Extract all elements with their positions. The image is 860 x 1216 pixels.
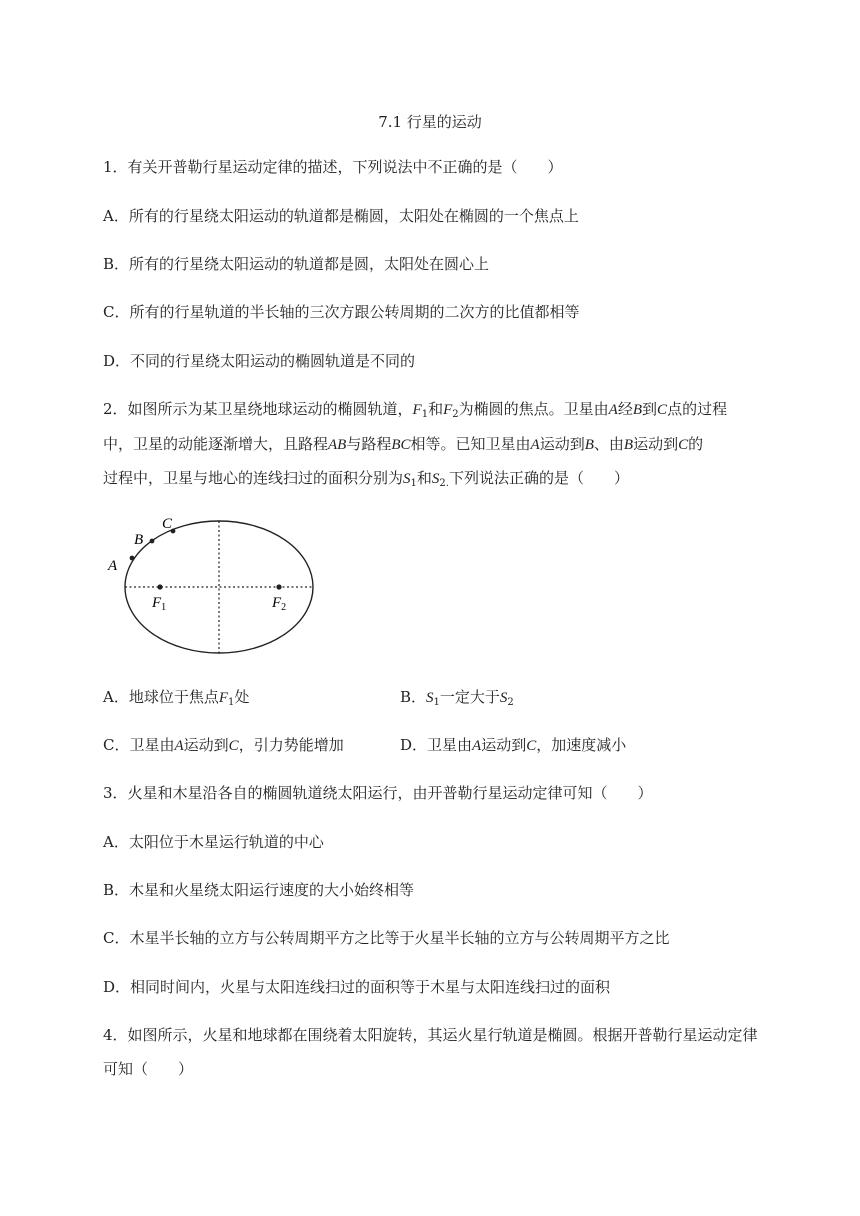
question-1-option-c: C．所有的行星轨道的半长轴的三次方跟公转周期的二次方的比值都相等 bbox=[103, 303, 580, 321]
question-4-stem-line-1: 4．如图所示，火星和地球都在围绕着太阳旋转，其运火星行轨道是椭圆。根据开普勒行星运动定律 bbox=[103, 1026, 758, 1044]
label-f1: $F_1$ bbox=[152, 595, 167, 613]
question-2-stem-line-3: 过程中，卫星与地心的连线扫过的面积分别为$S_1$和$S_{2.}$下列说法正确的是（ ） bbox=[103, 469, 629, 489]
question-2-stem-line-2: 中，卫星的动能逐渐增大，且路程AB与路程BC相等。已知卫星由A运动到B、由B运动到C的 bbox=[103, 435, 704, 453]
question-3-option-b: B．木星和火星绕太阳运行速度的大小始终相等 bbox=[103, 881, 415, 899]
question-4-stem-line-2: 可知（ ） bbox=[103, 1060, 194, 1078]
question-2-option-d: D．卫星由A运动到C，加速度减小 bbox=[400, 736, 627, 754]
orbit-diagram bbox=[100, 508, 325, 660]
question-1-option-a: A．所有的行星绕太阳运动的轨道都是椭圆，太阳处在椭圆的一个焦点上 bbox=[103, 207, 579, 225]
question-1-option-b: B．所有的行星绕太阳运动的轨道都是圆，太阳处在圆心上 bbox=[103, 255, 490, 273]
question-3-option-a: A．太阳位于木星运行轨道的中心 bbox=[103, 833, 324, 851]
question-1-option-d: D．不同的行星绕太阳运动的椭圆轨道是不同的 bbox=[103, 352, 416, 370]
question-2-option-c: C．卫星由A运动到C，引力势能增加 bbox=[103, 736, 344, 754]
question-2-stem-line-1: 2．如图所示为某卫星绕地球运动的椭圆轨道，$F_1$和$F_2$为椭圆的焦点。卫星由A经B到C点的过程 bbox=[103, 400, 728, 420]
focus-f1-dot bbox=[157, 584, 162, 589]
question-3-option-d: D．相同时间内，火星与太阳连线扫过的面积等于木星与太阳连线扫过的面积 bbox=[103, 978, 611, 996]
focus-f2-dot bbox=[276, 584, 281, 589]
question-3-stem: 3．火星和木星沿各自的椭圆轨道绕太阳运行，由开普勒行星运动定律可知（ ） bbox=[103, 784, 653, 802]
label-c: C bbox=[162, 516, 173, 532]
question-2-option-b: B．$S_1$一定大于$S_2$ bbox=[400, 688, 514, 708]
question-1-stem: 1．有关开普勒行星运动定律的描述，下列说法中不正确的是（ ） bbox=[103, 158, 563, 176]
point-a-dot bbox=[130, 556, 135, 561]
label-a: A bbox=[108, 558, 118, 574]
question-3-option-c: C．木星半长轴的立方与公转周期平方之比等于火星半长轴的立方与公转周期平方之比 bbox=[103, 929, 670, 947]
label-b: B bbox=[134, 532, 144, 548]
page-title: 7.1 行星的运动 bbox=[378, 113, 482, 131]
label-f2: $F_2$ bbox=[272, 595, 287, 613]
point-b-dot bbox=[150, 539, 155, 544]
question-2-option-a: A．地球位于焦点$F_1$处 bbox=[103, 688, 250, 708]
elliptical-orbit-figure bbox=[100, 508, 325, 664]
